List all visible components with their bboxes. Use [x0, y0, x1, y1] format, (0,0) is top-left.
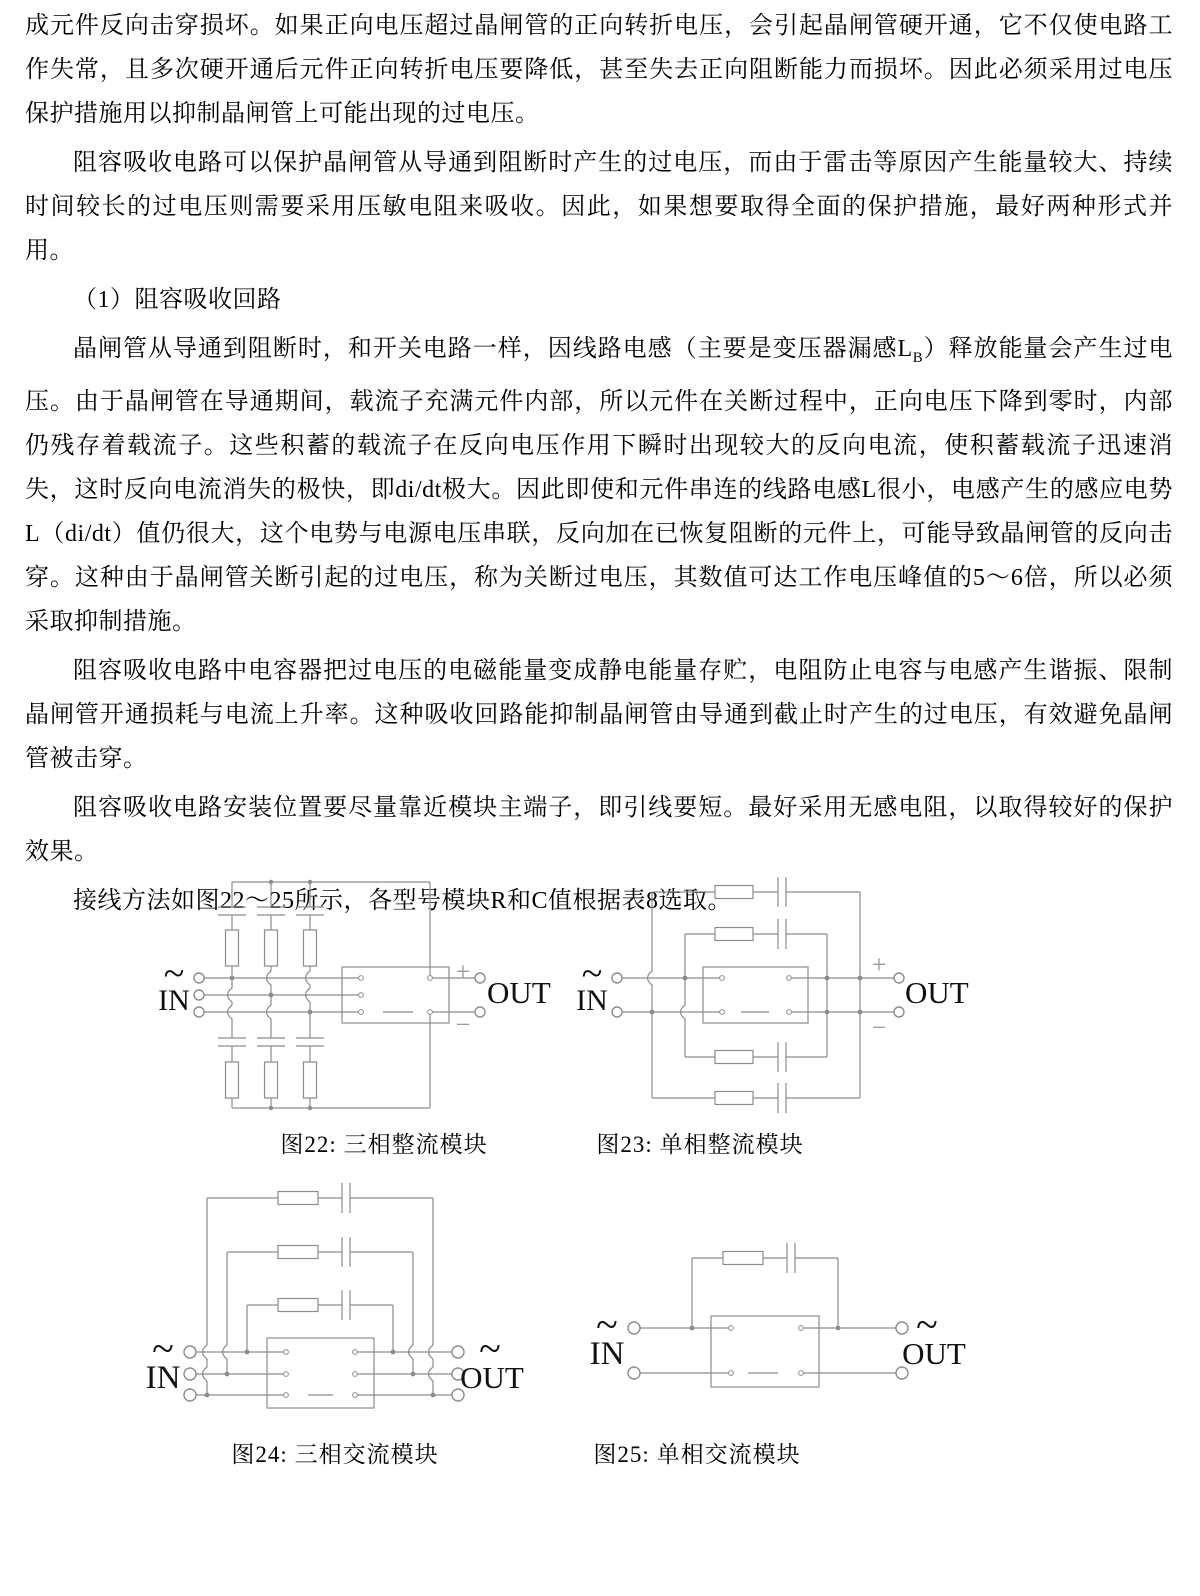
- minus-sign: −: [455, 1010, 471, 1039]
- capacitor-symbols: [342, 1183, 350, 1320]
- paragraph-1: 成元件反向击穿损坏。如果正向电压超过晶闸管的正向转折电压，会引起晶闸管硬开通，它不仅使电路工作失常，且多次硬开通后元件正向转折电压要降低，甚至失去正向阻断能力而损坏。因此必须采用过电压保护措施用以抑制晶闸管上可能出现的过电压。: [25, 13, 1173, 127]
- capacitor-symbols: [778, 877, 786, 1113]
- section-heading: （1）阻容吸收回路: [73, 287, 282, 313]
- tilde-icon: ~: [163, 953, 185, 995]
- out-label: OUT: [902, 1336, 966, 1371]
- tilde-icon: ~: [152, 1326, 174, 1371]
- figure25-single-phase-ac-diagram: [590, 1243, 966, 1387]
- paragraph-5: 阻容吸收电路安装位置要尽量靠近模块主端子，即引线要短。最好采用无感电阻，以取得较好的保护效果。: [25, 794, 1173, 865]
- plus-sign: +: [455, 957, 471, 986]
- out-label: OUT: [460, 1360, 524, 1395]
- figure22-caption: 图22: 三相整流模块: [280, 1132, 488, 1157]
- figure25-caption: 图25: 单相交流模块: [593, 1442, 801, 1467]
- module-pins: [729, 1326, 804, 1376]
- in-label: IN: [576, 984, 608, 1017]
- in-label: IN: [145, 1360, 181, 1396]
- figure24-caption: 图24: 三相交流模块: [231, 1442, 439, 1467]
- tilde-icon: ~: [581, 953, 603, 995]
- tilde-icon: ~: [916, 1302, 938, 1347]
- figure24-three-phase-ac-diagram: [146, 1183, 524, 1408]
- module-box: [267, 1338, 374, 1408]
- out-label: OUT: [487, 975, 551, 1010]
- wires: [196, 1198, 452, 1395]
- paragraph-6: 接线方法如图22～25所示，各型号模块R和C值根据表8选取。: [73, 887, 733, 914]
- plus-sign: +: [871, 950, 887, 979]
- paragraph-3: 晶闸管从导通到阻断时，和开关电路一样，因线路电感（主要是变压器漏感$L_B$）释放能量会产生过电压。由于晶闸管在导通期间，载流子充满元件内部，所以元件在关断过程中，正向电压下降到零时，内部仍残存着载流子。这些积蓄的载流子在反向电压作用下瞬时出现较大的反向电流，使积蓄载流子迅速消失，这时反向电流消失的极快，即di/dt极大。因此即使和元件串连的线路电感L很小，电感产生的感应电势L（di/dt）值仍很大，这个电势与电源电压串联，反向加在已恢复阻断的元件上，可能导致晶闸管的反向击穿。这种由于晶闸管关断引起的过电压，称为关断过电压，其数值可达工作电压峰值的5～6倍，所以必须采取抑制措施。: [25, 336, 1173, 635]
- paragraph-4: 阻容吸收电路中电容器把过电压的电磁能量变成静电能量存贮，电阻防止电容与电感产生谐振、限制晶闸管开通损耗与电流上升率。这种吸收回路能抑制晶闸管由导通到截止时产生的过电压，有效避免晶闸管被击穿。: [25, 657, 1173, 772]
- wires: [204, 882, 475, 1108]
- wires: [622, 892, 894, 1098]
- module-pins: [359, 976, 433, 1015]
- minus-sign: −: [871, 1013, 887, 1042]
- capacitor-symbols: [787, 1243, 795, 1273]
- module-box: [703, 967, 808, 1023]
- tilde-icon: ~: [479, 1326, 501, 1371]
- module-pins: [720, 976, 792, 1015]
- figure23-single-phase-rectifier-diagram: [576, 877, 969, 1113]
- tilde-icon: ~: [596, 1302, 618, 1347]
- figure23-caption: 图23: 单相整流模块: [596, 1132, 804, 1157]
- out-label: OUT: [905, 975, 969, 1010]
- resistor-symbols: [715, 886, 753, 1105]
- module-pins: [284, 1350, 358, 1398]
- resistor-symbols: [226, 930, 317, 1098]
- in-label: IN: [589, 1336, 625, 1372]
- figure22-three-phase-rectifier-diagram: [158, 880, 551, 1110]
- in-label: IN: [158, 984, 190, 1017]
- resistor-symbols: [278, 1192, 318, 1312]
- paragraph-2: 阻容吸收电路可以保护晶闸管从导通到阻断时产生的过电压，而由于雷击等原因产生能量较大、持续时间较长的过电压则需要采用压敏电阻来吸收。因此，如果想要取得全面的保护措施，最好两种形式并用。: [25, 150, 1173, 264]
- terminal-circles: [628, 1322, 908, 1379]
- resistor-symbols: [723, 1252, 763, 1265]
